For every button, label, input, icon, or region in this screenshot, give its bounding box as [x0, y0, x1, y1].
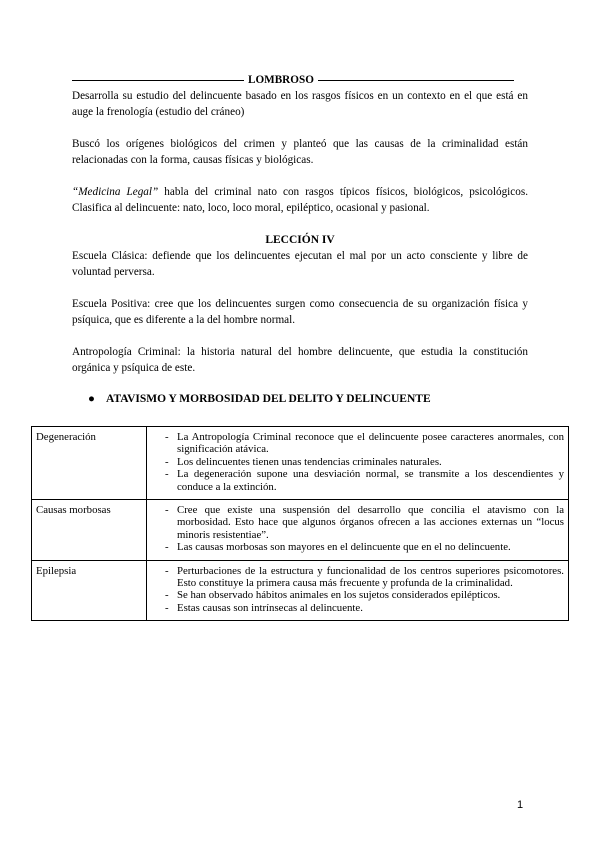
page-title: LOMBROSO	[248, 74, 314, 86]
medicina-legal-title: “Medicina Legal”	[72, 186, 159, 198]
title-line	[72, 72, 528, 88]
table-row	[32, 500, 569, 561]
list-item: - Los delincuentes tienen unas tendencias criminales naturales.	[151, 456, 564, 468]
row-content	[147, 500, 569, 561]
intro-paragraph-1: Desarrolla su estudio del delincuente basado en los rasgos físicos en un contexto en el que está en auge la frenología (estudio del cráneo)	[72, 90, 528, 118]
row-label: Epilepsia	[32, 560, 147, 621]
table-row	[32, 560, 569, 621]
bullet-icon: ●	[88, 393, 95, 405]
lesson-heading: LECCIÓN IV	[265, 234, 335, 246]
row-content	[147, 427, 569, 500]
list-item: - La Antropología Criminal reconoce que el delincuente posee caracteres anormales, con significación atávica.	[151, 431, 564, 456]
table-row	[32, 427, 569, 500]
intro-paragraph-2: Buscó los orígenes biológicos del crimen y planteó que las causas de la criminalidad están relacionadas con la forma, causas físicas y biológicas.	[72, 138, 528, 166]
intro-paragraph-3	[72, 184, 528, 216]
lesson-paragraph-clasica: Escuela Clásica: defiende que los delincuentes ejecutan el mal por un acto consciente y libre de voluntad perversa.	[72, 250, 528, 278]
title-rule-left	[72, 80, 244, 81]
atavism-table	[31, 426, 569, 621]
row-label: Causas morbosas	[32, 500, 147, 561]
list-item: - La degeneración supone una desviación normal, se transmite a los descendientes y conduce a la extinción.	[151, 468, 564, 493]
row-label: Degeneración	[32, 427, 147, 500]
list-item: - Cree que existe una suspensión del desarrollo que concilia el atavismo con la morbosidad. Esto hace que algunos órganos ofrecen a las acciones externas un “locus minoris resistentiae”.	[151, 504, 564, 541]
list-item: - Se han observado hábitos animales en los sujetos considerados epilépticos.	[151, 589, 564, 601]
title-rule-right	[318, 80, 514, 81]
page-number: 1	[517, 799, 524, 811]
row-content	[147, 560, 569, 621]
list-item: - Las causas morbosas son mayores en el delincuente que en el no delincuente.	[151, 541, 564, 553]
section-heading	[88, 391, 431, 407]
intro-paragraph-3-text: habla del criminal nato con rasgos típicos físicos, biológicos, psicológicos. Clasifica al delincuente: nato, loco, loco moral, epiléptico, ocasional y pasional.	[72, 186, 528, 214]
list-item: - Estas causas son intrínsecas al delincuente.	[151, 602, 564, 614]
lesson-paragraph-positiva: Escuela Positiva: cree que los delincuentes surgen como consecuencia de su organización física y psíquica, que es diferente a la del hombre normal.	[72, 298, 528, 326]
list-item: - Perturbaciones de la estructura y funcionalidad de los centros superiores psicomotores. Esto constituye la primera causa más frecuente y profunda de la criminalidad.	[151, 565, 564, 590]
lesson-paragraph-antropologia: Antropología Criminal: la historia natural del hombre delincuente, que estudia la constitución orgánica y psíquica de este.	[72, 346, 528, 374]
section-heading-text: ATAVISMO Y MORBOSIDAD DEL DELITO Y DELINCUENTE	[106, 393, 431, 405]
